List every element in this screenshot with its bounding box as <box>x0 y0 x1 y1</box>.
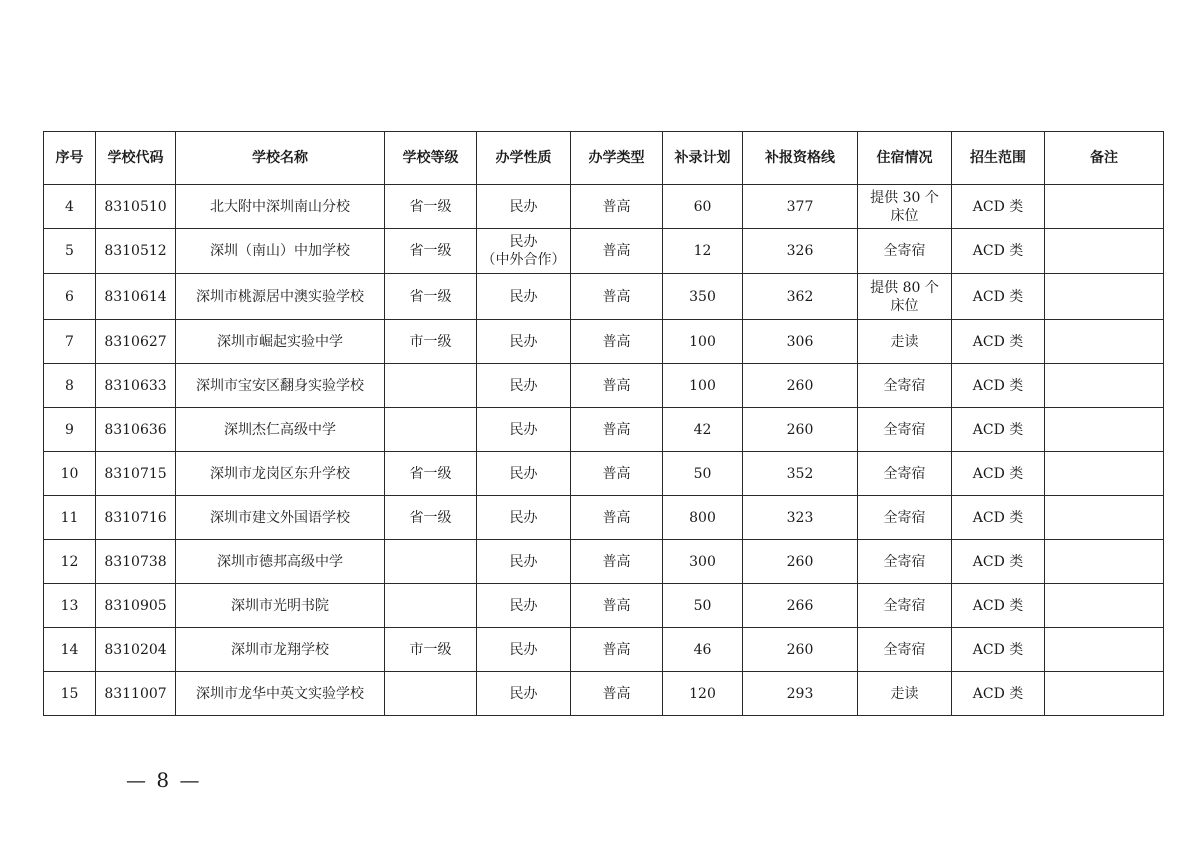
table-row <box>44 364 1164 408</box>
cell-accommodation: 全寄宿 <box>858 452 952 496</box>
header-row <box>44 132 1164 185</box>
cell-school-type: 普高 <box>571 364 663 408</box>
cell-school-code: 8310512 <box>96 229 176 274</box>
cell-remarks <box>1045 452 1164 496</box>
cell-remarks <box>1045 496 1164 540</box>
cell-enrollment-scope: ACD 类 <box>952 320 1045 364</box>
cell-qualifying-score: 323 <box>743 496 858 540</box>
cell-accommodation: 走读 <box>858 320 952 364</box>
cell-school-name: 深圳市德邦高级中学 <box>176 540 385 584</box>
cell-accommodation: 提供 80 个 床位 <box>858 274 952 320</box>
cell-school-level <box>385 584 477 628</box>
cell-school-name: 深圳市宝安区翻身实验学校 <box>176 364 385 408</box>
cell-school-type: 普高 <box>571 229 663 274</box>
cell-school-code: 8310738 <box>96 540 176 584</box>
cell-ownership: 民办 <box>477 408 571 452</box>
header-school-name: 学校名称 <box>176 132 385 185</box>
cell-enrollment-scope: ACD 类 <box>952 584 1045 628</box>
cell-ownership: 民办 <box>477 672 571 716</box>
cell-school-level <box>385 672 477 716</box>
page-number: — 8 — <box>126 768 202 792</box>
cell-school-name: 深圳市光明书院 <box>176 584 385 628</box>
cell-school-code: 8310614 <box>96 274 176 320</box>
cell-school-type: 普高 <box>571 628 663 672</box>
cell-school-name: 北大附中深圳南山分校 <box>176 185 385 229</box>
cell-ownership: 民办 <box>477 628 571 672</box>
cell-school-level: 省一级 <box>385 229 477 274</box>
cell-school-code: 8310905 <box>96 584 176 628</box>
cell-accommodation: 全寄宿 <box>858 229 952 274</box>
cell-school-name: 深圳市桃源居中澳实验学校 <box>176 274 385 320</box>
cell-ownership: 民办 <box>477 540 571 584</box>
cell-ownership: 民办 <box>477 185 571 229</box>
cell-accommodation: 走读 <box>858 672 952 716</box>
cell-supplementary-plan: 100 <box>663 364 743 408</box>
table-row <box>44 408 1164 452</box>
cell-remarks <box>1045 628 1164 672</box>
table-row <box>44 540 1164 584</box>
table-row <box>44 672 1164 716</box>
cell-remarks <box>1045 672 1164 716</box>
cell-qualifying-score: 326 <box>743 229 858 274</box>
cell-remarks <box>1045 185 1164 229</box>
cell-ownership: 民办 <box>477 364 571 408</box>
cell-ownership: 民办 （中外合作） <box>477 229 571 274</box>
cell-index: 14 <box>44 628 96 672</box>
cell-remarks <box>1045 584 1164 628</box>
table-row <box>44 185 1164 229</box>
header-school-level: 学校等级 <box>385 132 477 185</box>
cell-accommodation: 全寄宿 <box>858 628 952 672</box>
cell-supplementary-plan: 46 <box>663 628 743 672</box>
cell-supplementary-plan: 50 <box>663 452 743 496</box>
cell-enrollment-scope: ACD 类 <box>952 540 1045 584</box>
table-row <box>44 320 1164 364</box>
cell-school-name: 深圳市龙翔学校 <box>176 628 385 672</box>
cell-supplementary-plan: 100 <box>663 320 743 364</box>
cell-remarks <box>1045 229 1164 274</box>
cell-index: 4 <box>44 185 96 229</box>
cell-ownership: 民办 <box>477 452 571 496</box>
cell-school-level: 省一级 <box>385 185 477 229</box>
table-row <box>44 628 1164 672</box>
table-row <box>44 452 1164 496</box>
cell-index: 13 <box>44 584 96 628</box>
cell-school-type: 普高 <box>571 452 663 496</box>
cell-index: 15 <box>44 672 96 716</box>
cell-school-name: 深圳市崛起实验中学 <box>176 320 385 364</box>
table-row <box>44 274 1164 320</box>
cell-supplementary-plan: 42 <box>663 408 743 452</box>
table-header <box>44 132 1164 185</box>
cell-qualifying-score: 260 <box>743 364 858 408</box>
cell-accommodation: 全寄宿 <box>858 496 952 540</box>
cell-school-code: 8310510 <box>96 185 176 229</box>
cell-ownership: 民办 <box>477 584 571 628</box>
cell-qualifying-score: 377 <box>743 185 858 229</box>
cell-ownership: 民办 <box>477 320 571 364</box>
header-qualifying-score: 补报资格线 <box>743 132 858 185</box>
cell-index: 8 <box>44 364 96 408</box>
cell-qualifying-score: 260 <box>743 628 858 672</box>
cell-school-name: 深圳市龙岗区东升学校 <box>176 452 385 496</box>
cell-remarks <box>1045 540 1164 584</box>
cell-school-level <box>385 408 477 452</box>
cell-remarks <box>1045 274 1164 320</box>
cell-remarks <box>1045 320 1164 364</box>
cell-supplementary-plan: 800 <box>663 496 743 540</box>
cell-enrollment-scope: ACD 类 <box>952 408 1045 452</box>
cell-qualifying-score: 352 <box>743 452 858 496</box>
header-remarks: 备注 <box>1045 132 1164 185</box>
cell-index: 12 <box>44 540 96 584</box>
cell-qualifying-score: 260 <box>743 408 858 452</box>
cell-accommodation: 提供 30 个 床位 <box>858 185 952 229</box>
cell-school-name: 深圳杰仁高级中学 <box>176 408 385 452</box>
cell-supplementary-plan: 350 <box>663 274 743 320</box>
cell-school-type: 普高 <box>571 496 663 540</box>
cell-accommodation: 全寄宿 <box>858 584 952 628</box>
table-row <box>44 584 1164 628</box>
cell-school-level: 省一级 <box>385 274 477 320</box>
cell-index: 7 <box>44 320 96 364</box>
cell-supplementary-plan: 12 <box>663 229 743 274</box>
cell-remarks <box>1045 408 1164 452</box>
cell-enrollment-scope: ACD 类 <box>952 185 1045 229</box>
cell-school-code: 8310633 <box>96 364 176 408</box>
header-supplementary-plan: 补录计划 <box>663 132 743 185</box>
cell-enrollment-scope: ACD 类 <box>952 672 1045 716</box>
cell-supplementary-plan: 60 <box>663 185 743 229</box>
cell-qualifying-score: 362 <box>743 274 858 320</box>
cell-accommodation: 全寄宿 <box>858 364 952 408</box>
header-accommodation: 住宿情况 <box>858 132 952 185</box>
cell-qualifying-score: 293 <box>743 672 858 716</box>
cell-school-code: 8310627 <box>96 320 176 364</box>
cell-school-level: 省一级 <box>385 496 477 540</box>
cell-remarks <box>1045 364 1164 408</box>
table-body <box>44 185 1164 716</box>
cell-school-name: 深圳市建文外国语学校 <box>176 496 385 540</box>
cell-index: 11 <box>44 496 96 540</box>
cell-enrollment-scope: ACD 类 <box>952 452 1045 496</box>
header-school-code: 学校代码 <box>96 132 176 185</box>
cell-supplementary-plan: 120 <box>663 672 743 716</box>
cell-school-type: 普高 <box>571 274 663 320</box>
cell-index: 5 <box>44 229 96 274</box>
cell-ownership: 民办 <box>477 496 571 540</box>
cell-school-code: 8310715 <box>96 452 176 496</box>
header-index: 序号 <box>44 132 96 185</box>
cell-school-level: 省一级 <box>385 452 477 496</box>
cell-school-type: 普高 <box>571 540 663 584</box>
cell-qualifying-score: 306 <box>743 320 858 364</box>
cell-school-code: 8311007 <box>96 672 176 716</box>
cell-school-code: 8310204 <box>96 628 176 672</box>
cell-school-type: 普高 <box>571 408 663 452</box>
cell-enrollment-scope: ACD 类 <box>952 364 1045 408</box>
header-school-type: 办学类型 <box>571 132 663 185</box>
school-admission-table <box>43 131 1164 716</box>
cell-school-type: 普高 <box>571 672 663 716</box>
cell-school-code: 8310636 <box>96 408 176 452</box>
cell-index: 6 <box>44 274 96 320</box>
cell-school-level <box>385 540 477 584</box>
header-enrollment-scope: 招生范围 <box>952 132 1045 185</box>
cell-school-level: 市一级 <box>385 628 477 672</box>
cell-supplementary-plan: 300 <box>663 540 743 584</box>
cell-accommodation: 全寄宿 <box>858 540 952 584</box>
cell-school-type: 普高 <box>571 320 663 364</box>
cell-qualifying-score: 260 <box>743 540 858 584</box>
cell-school-level: 市一级 <box>385 320 477 364</box>
table-row <box>44 229 1164 274</box>
cell-school-code: 8310716 <box>96 496 176 540</box>
cell-enrollment-scope: ACD 类 <box>952 496 1045 540</box>
cell-school-type: 普高 <box>571 584 663 628</box>
cell-accommodation: 全寄宿 <box>858 408 952 452</box>
cell-enrollment-scope: ACD 类 <box>952 628 1045 672</box>
cell-qualifying-score: 266 <box>743 584 858 628</box>
cell-school-name: 深圳（南山）中加学校 <box>176 229 385 274</box>
table-row <box>44 496 1164 540</box>
header-ownership: 办学性质 <box>477 132 571 185</box>
cell-enrollment-scope: ACD 类 <box>952 229 1045 274</box>
cell-school-level <box>385 364 477 408</box>
cell-school-type: 普高 <box>571 185 663 229</box>
cell-index: 10 <box>44 452 96 496</box>
cell-index: 9 <box>44 408 96 452</box>
cell-supplementary-plan: 50 <box>663 584 743 628</box>
cell-enrollment-scope: ACD 类 <box>952 274 1045 320</box>
cell-ownership: 民办 <box>477 274 571 320</box>
cell-school-name: 深圳市龙华中英文实验学校 <box>176 672 385 716</box>
